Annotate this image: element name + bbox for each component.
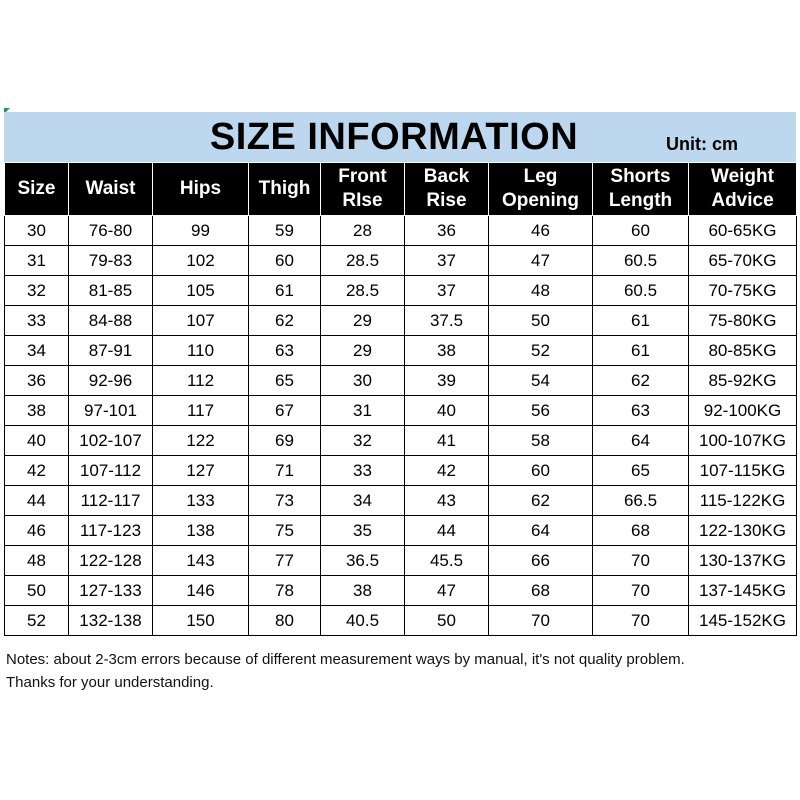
cell-shorts-length: 66.5 bbox=[593, 486, 689, 516]
cell-back-rise: 37.5 bbox=[405, 306, 489, 336]
cell-weight-advice: 60-65KG bbox=[689, 216, 797, 246]
cell-thigh: 71 bbox=[249, 456, 321, 486]
table-row bbox=[5, 486, 797, 516]
cell-hips: 127 bbox=[153, 456, 249, 486]
cell-weight-advice: 100-107KG bbox=[689, 426, 797, 456]
cell-front-rise: 28.5 bbox=[321, 246, 405, 276]
cell-leg-opening: 68 bbox=[489, 576, 593, 606]
cell-hips: 107 bbox=[153, 306, 249, 336]
cell-waist: 122-128 bbox=[69, 546, 153, 576]
cell-back-rise: 36 bbox=[405, 216, 489, 246]
cell-leg-opening: 62 bbox=[489, 486, 593, 516]
cell-back-rise: 38 bbox=[405, 336, 489, 366]
cell-weight-advice: 65-70KG bbox=[689, 246, 797, 276]
header-shorts-length: Shorts Length bbox=[593, 163, 689, 216]
cell-weight-advice: 80-85KG bbox=[689, 336, 797, 366]
cell-hips: 102 bbox=[153, 246, 249, 276]
header-back-rise: Back Rise bbox=[405, 163, 489, 216]
cell-hips: 99 bbox=[153, 216, 249, 246]
cell-shorts-length: 70 bbox=[593, 576, 689, 606]
cell-leg-opening: 52 bbox=[489, 336, 593, 366]
cell-front-rise: 30 bbox=[321, 366, 405, 396]
cell-back-rise: 47 bbox=[405, 576, 489, 606]
table-row bbox=[5, 606, 797, 636]
cell-front-rise: 32 bbox=[321, 426, 405, 456]
cell-size: 44 bbox=[5, 486, 69, 516]
cell-front-rise: 36.5 bbox=[321, 546, 405, 576]
cell-leg-opening: 60 bbox=[489, 456, 593, 486]
notes-line: Thanks for your understanding. bbox=[6, 674, 214, 691]
table-body bbox=[5, 216, 797, 636]
cell-leg-opening: 58 bbox=[489, 426, 593, 456]
table-row bbox=[5, 456, 797, 486]
table-row bbox=[5, 366, 797, 396]
cell-shorts-length: 64 bbox=[593, 426, 689, 456]
cell-back-rise: 43 bbox=[405, 486, 489, 516]
header-size: Size bbox=[5, 163, 69, 216]
cell-waist: 84-88 bbox=[69, 306, 153, 336]
cell-size: 46 bbox=[5, 516, 69, 546]
cell-leg-opening: 64 bbox=[489, 516, 593, 546]
table-header-row bbox=[5, 163, 797, 216]
cell-waist: 132-138 bbox=[69, 606, 153, 636]
cell-waist: 81-85 bbox=[69, 276, 153, 306]
cell-back-rise: 37 bbox=[405, 276, 489, 306]
cell-shorts-length: 61 bbox=[593, 336, 689, 366]
cell-thigh: 78 bbox=[249, 576, 321, 606]
cell-size: 40 bbox=[5, 426, 69, 456]
header-hips: Hips bbox=[153, 163, 249, 216]
size-table bbox=[4, 162, 797, 636]
table-row bbox=[5, 216, 797, 246]
cell-thigh: 59 bbox=[249, 216, 321, 246]
table-row bbox=[5, 546, 797, 576]
cell-waist: 112-117 bbox=[69, 486, 153, 516]
cell-hips: 112 bbox=[153, 366, 249, 396]
cell-waist: 79-83 bbox=[69, 246, 153, 276]
cell-weight-advice: 122-130KG bbox=[689, 516, 797, 546]
cell-thigh: 77 bbox=[249, 546, 321, 576]
cell-weight-advice: 130-137KG bbox=[689, 546, 797, 576]
cell-hips: 143 bbox=[153, 546, 249, 576]
cell-size: 31 bbox=[5, 246, 69, 276]
cell-weight-advice: 92-100KG bbox=[689, 396, 797, 426]
cell-shorts-length: 70 bbox=[593, 546, 689, 576]
cell-leg-opening: 47 bbox=[489, 246, 593, 276]
cell-weight-advice: 137-145KG bbox=[689, 576, 797, 606]
cell-hips: 122 bbox=[153, 426, 249, 456]
cell-waist: 92-96 bbox=[69, 366, 153, 396]
cell-hips: 105 bbox=[153, 276, 249, 306]
cell-leg-opening: 70 bbox=[489, 606, 593, 636]
cell-thigh: 69 bbox=[249, 426, 321, 456]
cell-thigh: 61 bbox=[249, 276, 321, 306]
header-leg-opening: Leg Opening bbox=[489, 163, 593, 216]
cell-thigh: 80 bbox=[249, 606, 321, 636]
cell-back-rise: 42 bbox=[405, 456, 489, 486]
cell-shorts-length: 60.5 bbox=[593, 246, 689, 276]
cell-thigh: 62 bbox=[249, 306, 321, 336]
cell-front-rise: 34 bbox=[321, 486, 405, 516]
table-row bbox=[5, 396, 797, 426]
cell-weight-advice: 75-80KG bbox=[689, 306, 797, 336]
header-front-rise: Front RIse bbox=[321, 163, 405, 216]
cell-size: 48 bbox=[5, 546, 69, 576]
cell-leg-opening: 54 bbox=[489, 366, 593, 396]
cell-back-rise: 44 bbox=[405, 516, 489, 546]
cell-front-rise: 35 bbox=[321, 516, 405, 546]
cell-weight-advice: 145-152KG bbox=[689, 606, 797, 636]
cell-waist: 102-107 bbox=[69, 426, 153, 456]
cell-hips: 150 bbox=[153, 606, 249, 636]
cell-front-rise: 38 bbox=[321, 576, 405, 606]
cell-waist: 107-112 bbox=[69, 456, 153, 486]
cell-leg-opening: 48 bbox=[489, 276, 593, 306]
cell-shorts-length: 70 bbox=[593, 606, 689, 636]
cell-weight-advice: 70-75KG bbox=[689, 276, 797, 306]
table-row bbox=[5, 246, 797, 276]
cell-back-rise: 41 bbox=[405, 426, 489, 456]
cell-back-rise: 45.5 bbox=[405, 546, 489, 576]
cell-thigh: 75 bbox=[249, 516, 321, 546]
cell-hips: 138 bbox=[153, 516, 249, 546]
cell-back-rise: 40 bbox=[405, 396, 489, 426]
table-row bbox=[5, 426, 797, 456]
cell-size: 52 bbox=[5, 606, 69, 636]
cell-size: 36 bbox=[5, 366, 69, 396]
header-waist: Waist bbox=[69, 163, 153, 216]
cell-size: 42 bbox=[5, 456, 69, 486]
cell-shorts-length: 60.5 bbox=[593, 276, 689, 306]
cell-front-rise: 29 bbox=[321, 306, 405, 336]
cell-leg-opening: 50 bbox=[489, 306, 593, 336]
cell-thigh: 63 bbox=[249, 336, 321, 366]
cell-shorts-length: 61 bbox=[593, 306, 689, 336]
cell-leg-opening: 56 bbox=[489, 396, 593, 426]
cell-front-rise: 40.5 bbox=[321, 606, 405, 636]
cell-thigh: 67 bbox=[249, 396, 321, 426]
cell-size: 33 bbox=[5, 306, 69, 336]
cell-thigh: 60 bbox=[249, 246, 321, 276]
cell-leg-opening: 46 bbox=[489, 216, 593, 246]
cell-weight-advice: 85-92KG bbox=[689, 366, 797, 396]
table-row bbox=[5, 516, 797, 546]
cell-waist: 87-91 bbox=[69, 336, 153, 366]
cell-size: 50 bbox=[5, 576, 69, 606]
cell-hips: 110 bbox=[153, 336, 249, 366]
cell-front-rise: 28 bbox=[321, 216, 405, 246]
cell-back-rise: 50 bbox=[405, 606, 489, 636]
title-banner bbox=[4, 112, 796, 162]
cell-shorts-length: 60 bbox=[593, 216, 689, 246]
cell-size: 32 bbox=[5, 276, 69, 306]
cell-front-rise: 29 bbox=[321, 336, 405, 366]
cell-waist: 117-123 bbox=[69, 516, 153, 546]
notes-line: Notes: about 2-3cm errors because of different measurement ways by manual, it's not quality problem. bbox=[6, 651, 685, 668]
header-weight-advice: Weight Advice bbox=[689, 163, 797, 216]
cell-size: 34 bbox=[5, 336, 69, 366]
table-row bbox=[5, 336, 797, 366]
cell-shorts-length: 62 bbox=[593, 366, 689, 396]
cell-weight-advice: 107-115KG bbox=[689, 456, 797, 486]
cell-weight-advice: 115-122KG bbox=[689, 486, 797, 516]
page-title: SIZE INFORMATION bbox=[209, 116, 579, 158]
cell-shorts-length: 65 bbox=[593, 456, 689, 486]
cell-size: 30 bbox=[5, 216, 69, 246]
cell-waist: 127-133 bbox=[69, 576, 153, 606]
cell-hips: 133 bbox=[153, 486, 249, 516]
cell-hips: 146 bbox=[153, 576, 249, 606]
notes bbox=[6, 648, 798, 694]
header-thigh: Thigh bbox=[249, 163, 321, 216]
table-row bbox=[5, 306, 797, 336]
cell-front-rise: 28.5 bbox=[321, 276, 405, 306]
cell-front-rise: 31 bbox=[321, 396, 405, 426]
cell-back-rise: 37 bbox=[405, 246, 489, 276]
cell-back-rise: 39 bbox=[405, 366, 489, 396]
table-row bbox=[5, 276, 797, 306]
cell-waist: 97-101 bbox=[69, 396, 153, 426]
cell-hips: 117 bbox=[153, 396, 249, 426]
cell-front-rise: 33 bbox=[321, 456, 405, 486]
unit-label: Unit: cm bbox=[666, 134, 738, 154]
cell-leg-opening: 66 bbox=[489, 546, 593, 576]
cell-shorts-length: 68 bbox=[593, 516, 689, 546]
cell-waist: 76-80 bbox=[69, 216, 153, 246]
cell-size: 38 bbox=[5, 396, 69, 426]
table-row bbox=[5, 576, 797, 606]
cell-thigh: 73 bbox=[249, 486, 321, 516]
cell-thigh: 65 bbox=[249, 366, 321, 396]
cell-shorts-length: 63 bbox=[593, 396, 689, 426]
